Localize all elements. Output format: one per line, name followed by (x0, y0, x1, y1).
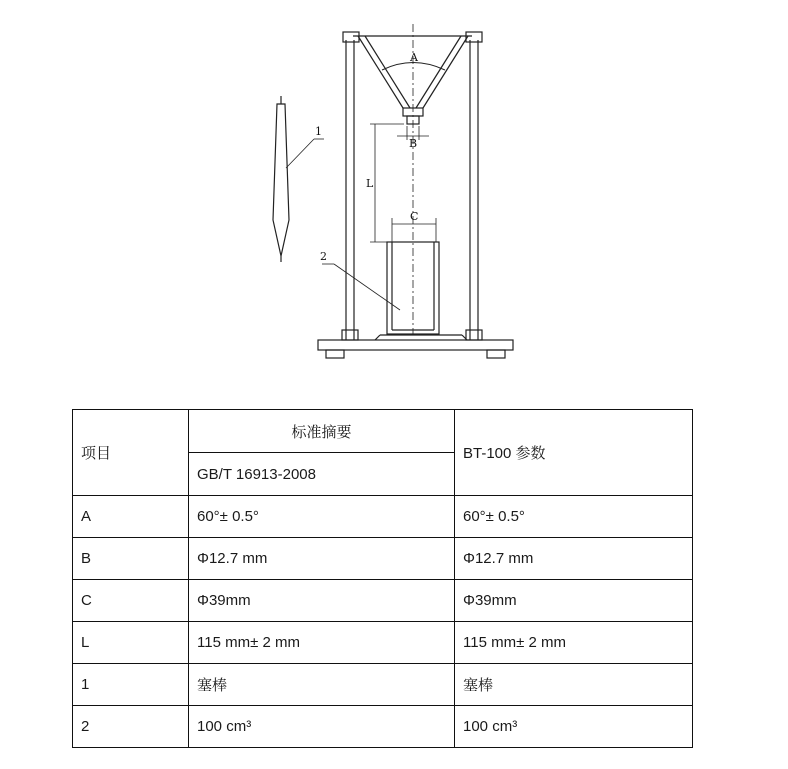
row-product: 60°± 0.5° (455, 496, 693, 538)
row-item: C (73, 580, 189, 622)
table-row (73, 706, 693, 748)
row-standard: Φ12.7 mm (189, 538, 455, 580)
row-standard: 115 mm± 2 mm (189, 622, 455, 664)
row-standard: 60°± 0.5° (189, 496, 455, 538)
row-item: 1 (73, 664, 189, 706)
table-row (73, 622, 693, 664)
row-product: 塞棒 (455, 664, 693, 706)
cup-label: C (410, 210, 419, 223)
height-label: L (366, 177, 374, 190)
row-item: L (73, 622, 189, 664)
product-header: BT-100 参数 (455, 410, 693, 496)
stopper-rod (273, 96, 289, 262)
table-header-row (73, 410, 693, 453)
row-product: 115 mm± 2 mm (455, 622, 693, 664)
row-standard: 100 cm³ (189, 706, 455, 748)
item-header: 项目 (73, 410, 189, 496)
rod-number: 1 (315, 125, 322, 138)
table-row (73, 496, 693, 538)
row-product: Φ12.7 mm (455, 538, 693, 580)
standard-header: GB/T 16913-2008 (189, 453, 455, 496)
left-post (342, 40, 358, 340)
row-product: 100 cm³ (455, 706, 693, 748)
standard-group-header: 标准摘要 (189, 410, 455, 453)
angle-label: A (410, 51, 418, 64)
row-product: Φ39mm (455, 580, 693, 622)
table-row (73, 580, 693, 622)
right-post (466, 40, 482, 340)
base-plate (318, 335, 513, 358)
funnel (353, 36, 472, 124)
row-item: 2 (73, 706, 189, 748)
cup-number: 2 (320, 250, 327, 263)
spec-table (72, 409, 693, 748)
orifice-label: B (409, 137, 418, 150)
table-row (73, 538, 693, 580)
row-item: A (73, 496, 189, 538)
row-standard: Φ39mm (189, 580, 455, 622)
row-item: B (73, 538, 189, 580)
row-standard: 塞棒 (189, 664, 455, 706)
table-row (73, 664, 693, 706)
